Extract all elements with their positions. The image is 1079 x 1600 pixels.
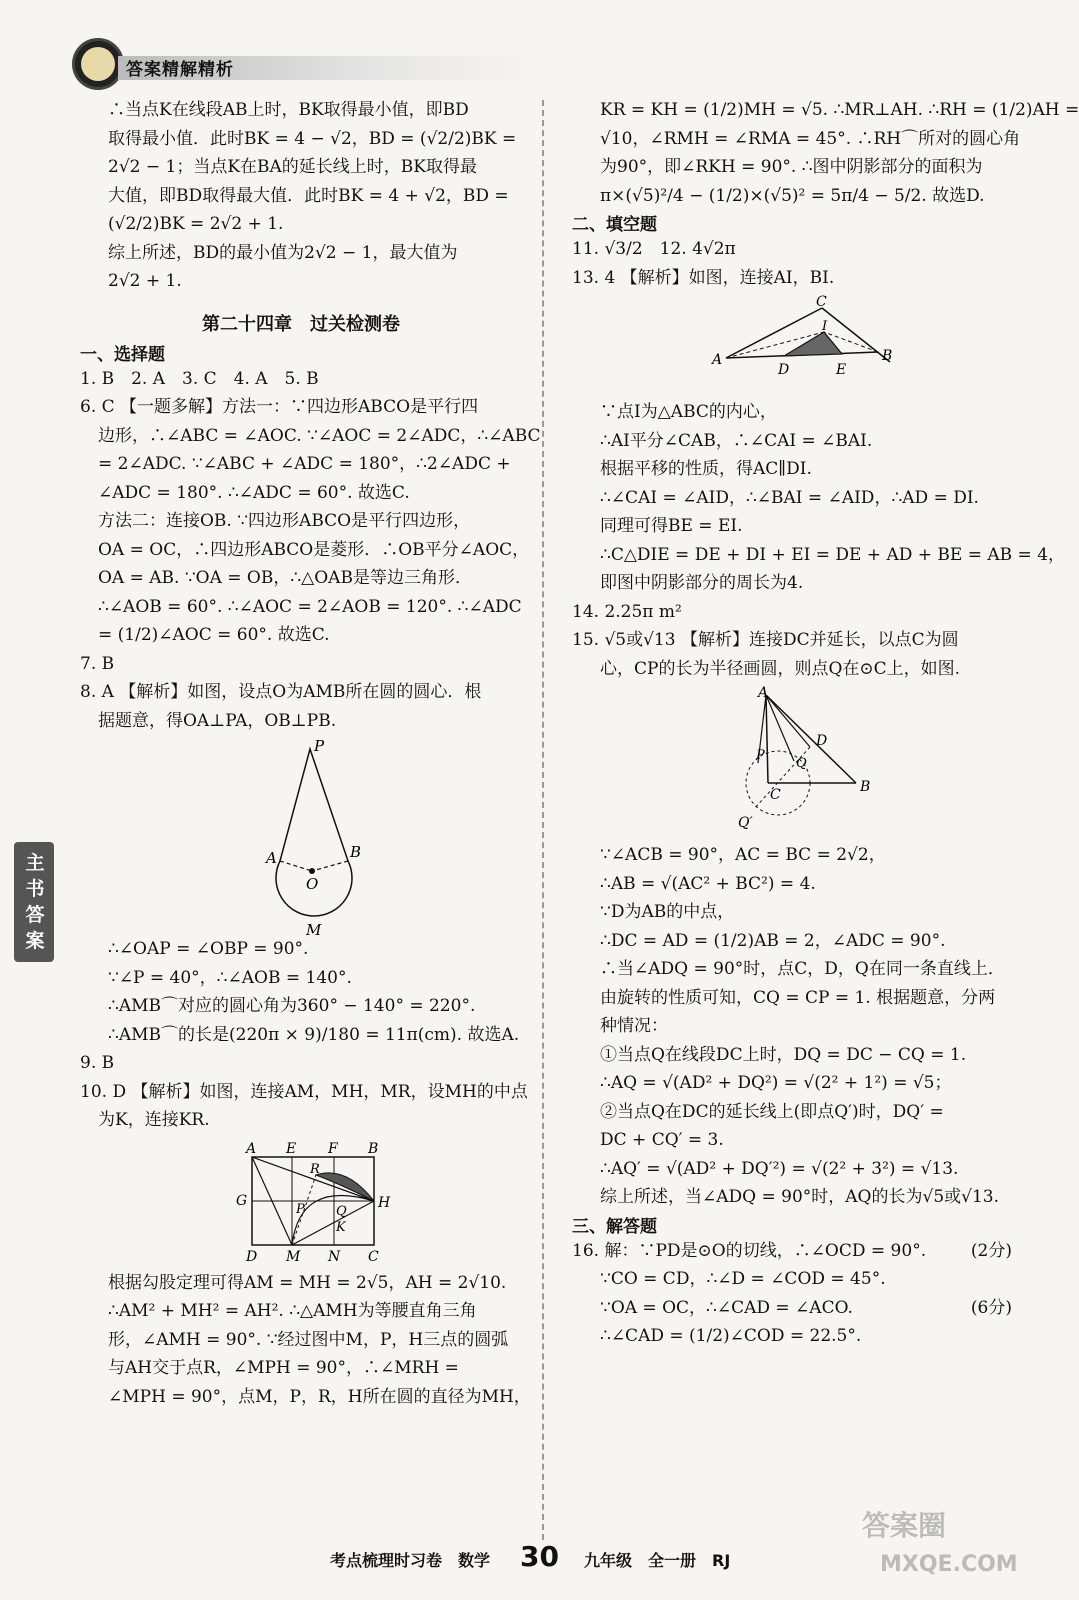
figure-q15-svg: [572, 687, 1012, 837]
text-line: OA = AB. ∵OA = OB，∴△OAB是等边三角形．: [98, 568, 472, 588]
answer-line: 9. B: [80, 1053, 115, 1073]
label-g: G: [236, 1192, 248, 1209]
label-p: P: [756, 748, 765, 763]
footer-book-title: 考点梳理时习卷 数学: [330, 1551, 491, 1570]
answer-line: 6. C 【一题多解】方法一：∵四边形ABCO是平行四: [80, 397, 479, 417]
figure-q8-svg: [80, 737, 520, 939]
label-q: Q: [336, 1203, 347, 1219]
text-line: 为90°，即∠RKH = 90°. ∴图中阴影部分的面积为: [600, 157, 983, 177]
label-a: A: [712, 352, 723, 368]
label-c: C: [770, 787, 781, 803]
label-e: E: [286, 1140, 297, 1157]
text-line: 据题意，得OA⊥PA，OB⊥PB.: [98, 710, 337, 731]
figure-q10: [80, 1139, 522, 1265]
text-line: OA = OC，∴四边形ABCO是菱形．∴OB平分∠AOC，: [98, 539, 530, 560]
figure-q10-svg: [80, 1139, 520, 1265]
solution-line: [572, 1237, 1012, 1266]
publisher-logo: [72, 38, 124, 90]
figure-q13-svg: [572, 296, 1012, 394]
label-e: E: [836, 362, 847, 378]
answer-line: 10. D 【解析】如图，连接AM，MH，MR，设MH的中点: [80, 1081, 528, 1102]
answer-line: 14. 2.25π m²: [572, 601, 682, 622]
text-line: ∴当点K在线段AB上时，BK取得最小值，即BD: [108, 100, 469, 120]
text-line: 大值，即BD取得最大值．此时BK = 4 + √2，BD =: [108, 185, 509, 206]
text-line: ∴AM² + MH² = AH². ∴△AMH为等腰直角三角: [108, 1301, 477, 1321]
label-n: N: [328, 1248, 341, 1265]
figure-q8: [80, 737, 522, 939]
label-q: Q: [796, 756, 807, 771]
page-header: [0, 0, 1038, 90]
text-line: KR = KH = (1/2)MH = √5. ∴MR⊥AH. ∴RH = (1/2)AH =: [600, 100, 1079, 120]
text-line: 2√2 − 1；当点K在BA的延长线上时，BK取得最: [108, 157, 477, 177]
score-badge: (6分): [970, 1297, 1012, 1318]
text-line: ②当点Q在DC的延长线上(即点Q′)时，DQ′ =: [600, 1101, 944, 1122]
text-line: = (1/2)∠AOC = 60°. 故选C.: [98, 625, 330, 645]
label-h: H: [378, 1194, 391, 1211]
solution-text: ∵OA = OC，∴∠CAD = ∠ACO.: [600, 1297, 853, 1318]
label-k: K: [336, 1219, 346, 1235]
label-a: A: [266, 849, 277, 867]
text-line: ∴∠OAP = ∠OBP = 90°.: [108, 939, 309, 959]
text-line: 取得最小值．此时BK = 4 − √2，BD = (√2/2)BK =: [108, 128, 517, 149]
text-line: 综上所述，BD的最小值为2√2 − 1，最大值为: [108, 242, 458, 263]
chapter-title: 第二十四章 过关检测卷: [202, 313, 400, 335]
label-b: B: [368, 1140, 379, 1157]
text-line: 种情况：: [600, 1016, 668, 1036]
text-line: 形，∠AMH = 90°. ∵经过图中M，P，H三点的圆弧: [108, 1329, 509, 1350]
watermark-url: MXQE.COM: [880, 1552, 1018, 1577]
solution-line: [572, 1265, 1012, 1294]
text-line: ∠ADC = 180°. ∴∠ADC = 60°. 故选C.: [98, 482, 410, 503]
text-line: 2√2 + 1.: [108, 271, 182, 291]
text-line: ∴AI平分∠CAB，∴∠CAI = ∠BAI.: [600, 430, 873, 451]
answer-line: 15. √5或√13 【解析】连接DC并延长，以点C为圆: [572, 630, 959, 650]
figure-q15: [572, 687, 1012, 837]
header-title: 答案精解精析: [126, 60, 234, 80]
label-d: D: [778, 362, 790, 378]
text-line: 边形，∴∠ABC = ∠AOC. ∵∠AOC = 2∠ADC，∴∠ABC: [98, 425, 541, 446]
text-line: 即图中阴影部分的周长为4.: [600, 573, 804, 593]
text-line: 由旋转的性质可知，CQ = CP = 1. 根据题意，分两: [600, 987, 996, 1008]
text-line: 与AH交于点R，∠MPH = 90°，∴∠MRH =: [108, 1358, 459, 1378]
text-line: ∠MPH = 90°，点M，P，R，H所在圆的直径为MH，: [108, 1386, 531, 1407]
text-line: ∵点I为△ABC的内心，: [600, 402, 777, 422]
text-line: ∴C△DIE = DE + DI + EI = DE + AD + BE = AB = 4，: [600, 544, 1066, 565]
label-r: R: [310, 1161, 320, 1177]
text-line: ∴AMB⌒的长是(220π × 9)/180 = 11π(cm). 故选A.: [108, 1024, 520, 1045]
section-heading: 三、解答题: [572, 1216, 657, 1237]
label-c: C: [368, 1248, 379, 1265]
text-line: = 2∠ADC. ∵∠ABC + ∠ADC = 180°，∴2∠ADC +: [98, 454, 511, 474]
solution-text: 16. 解：∵PD是⊙O的切线，∴∠OCD = 90°.: [572, 1240, 927, 1261]
text-line: 方法二：连接OB. ∵四边形ABCO是平行四边形，: [98, 511, 471, 531]
solution-line: [572, 1294, 1012, 1323]
label-m: M: [286, 1248, 301, 1265]
label-b: B: [350, 843, 362, 861]
label-f: F: [328, 1140, 338, 1157]
text-line: (√2/2)BK = 2√2 + 1.: [108, 214, 284, 234]
text-line: DC + CQ′ = 3.: [600, 1130, 724, 1150]
text-line: 同理可得BE = EI.: [600, 516, 743, 536]
text-line: 根据平移的性质，得AC∥DI.: [600, 459, 812, 479]
label-p: P: [296, 1201, 305, 1217]
label-b: B: [860, 779, 871, 795]
answer-line: 8. A 【解析】如图，设点O为AMB所在圆的圆心．根: [80, 682, 482, 702]
text-line: 根据勾股定理可得AM = MH = 2√5，AH = 2√10.: [108, 1272, 507, 1293]
answer-line: 11. √3/2 12. 4√2π: [572, 239, 736, 259]
page-number: 30: [520, 1540, 559, 1573]
text-line: 综上所述，当∠ADQ = 90°时，AQ的长为√5或√13.: [600, 1187, 1000, 1207]
label-d: D: [816, 733, 828, 749]
text-line: 为K，连接KR.: [98, 1110, 210, 1130]
answer-line: 13. 4 【解析】如图，连接AI，BI.: [572, 267, 835, 288]
label-c: C: [816, 294, 827, 310]
text-line: ①当点Q在线段DC上时，DQ = DC − CQ = 1.: [600, 1044, 967, 1065]
text-line: ∴∠CAI = ∠AID，∴∠BAI = ∠AID，∴AD = DI.: [600, 487, 979, 508]
text-line: ∴当∠ADQ = 90°时，点C，D，Q在同一条直线上．: [600, 959, 1005, 979]
column-divider: [542, 100, 544, 1540]
solution-text: ∴∠CAD = (1/2)∠COD = 22.5°.: [600, 1326, 862, 1346]
text-line: ∵D为AB的中点，: [600, 902, 735, 922]
label-a: A: [246, 1140, 257, 1157]
text-line: ∴AMB⌒对应的圆心角为360° − 140° = 220°.: [108, 996, 476, 1016]
text-line: ∴∠AOB = 60°. ∴∠AOC = 2∠AOB = 120°. ∴∠ADC: [98, 596, 522, 617]
right-column: [572, 96, 1079, 1351]
text-line: ∵∠ACB = 90°，AC = BC = 2√2，: [600, 845, 886, 865]
text-line: ∴AQ′ = √(AD² + DQ′²) = √(2² + 3²) = √13.: [600, 1158, 959, 1179]
text-line: 心，CP的长为半径画圆，则点Q在⊙C上，如图.: [600, 658, 961, 679]
label-d: D: [246, 1248, 258, 1265]
section-heading: 二、填空题: [572, 215, 657, 235]
figure-q13: [572, 296, 1012, 394]
label-m: M: [306, 921, 322, 939]
answer-line: 7. B: [80, 653, 115, 674]
text-line: ∴AB = √(AC² + BC²) = 4.: [600, 873, 816, 894]
label-p: P: [314, 737, 325, 755]
text-line: √10，∠RMH = ∠RMA = 45°. ∴RH⌒所对的圆心角: [600, 128, 1021, 149]
text-line: π×(√5)²/4 − (1/2)×(√5)² = 5π/4 − 5/2. 故选D.: [600, 185, 985, 206]
label-a: A: [758, 685, 769, 701]
side-tab-label: 主书答案: [25, 852, 45, 952]
solution-text: ∵CO = CD，∴∠D = ∠COD = 45°.: [600, 1269, 886, 1289]
score-badge: (2分): [970, 1240, 1012, 1261]
label-i: I: [822, 319, 828, 334]
left-column: [80, 96, 541, 1411]
text-line: ∵∠P = 40°，∴∠AOB = 140°.: [108, 967, 352, 988]
label-b: B: [882, 348, 893, 364]
solution-line: [572, 1322, 1012, 1351]
footer-edition: 九年级 全一册 RJ: [584, 1551, 731, 1570]
label-o: O: [306, 875, 319, 893]
section-heading: 一、选择题: [80, 344, 165, 365]
answer-line: 1. B 2. A 3. C 4. A 5. B: [80, 368, 319, 389]
watermark: 答案圈: [862, 1509, 947, 1542]
text-line: ∴AQ = √(AD² + DQ²) = √(2² + 1²) = √5；: [600, 1073, 952, 1093]
text-line: ∴DC = AD = (1/2)AB = 2，∠ADC = 90°.: [600, 930, 946, 951]
label-q-prime: Q′: [738, 815, 753, 831]
